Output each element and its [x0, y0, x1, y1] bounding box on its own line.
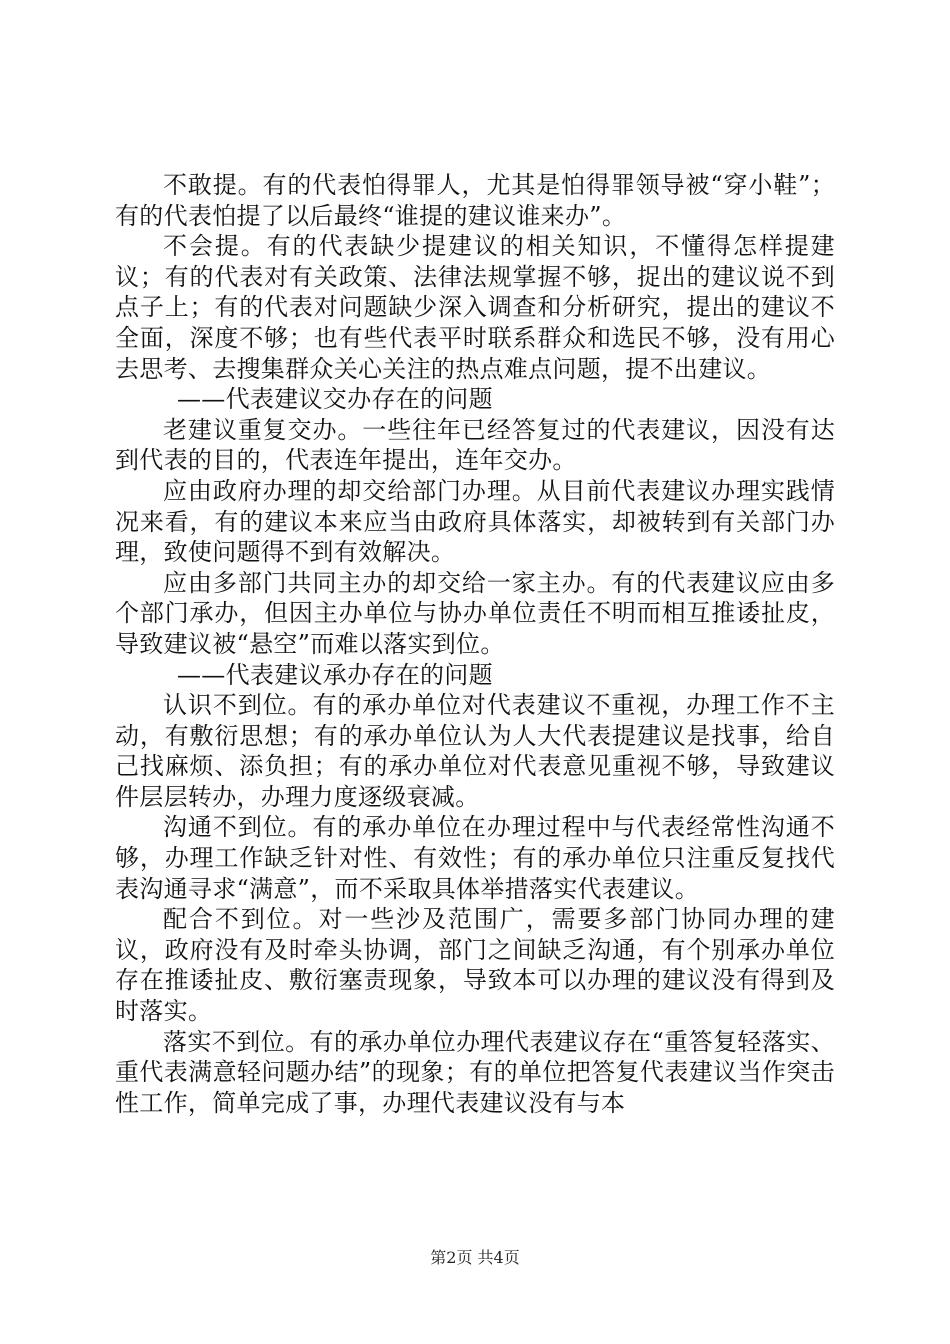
paragraph-luoshi: 落实不到位。有的承办单位办理代表建议存在“重答复轻落实、重代表满意轻问题办结”的现象；有的单位把答复代表建议当作突击性工作，简单完成了事，办理代表建议没有与本 [115, 1027, 835, 1117]
paragraph-renshi: 认识不到位。有的承办单位对代表建议不重视，办理工作不主动，有敷衍思想；有的承办单位认为人大代表提建议是找事，给自己找麻烦、添负担；有的承办单位对代表意见重视不够，导致建议件层层转办，办理力度逐级衰减。 [115, 691, 835, 811]
paragraph-bugan: 不敢提。有的代表怕得罪人，尤其是怕得罪领导被“穿小鞋”；有的代表怕提了以后最终“谁提的建议谁来办”。 [115, 171, 835, 230]
section-heading-jiaoban: ——代表建议交办存在的问题 [177, 385, 493, 414]
paragraph-buhui: 不会提。有的代表缺少提建议的相关知识，不懂得怎样提建议；有的代表对有关政策、法律法规掌握不够，捉出的建议说不到点子上；有的代表对问题缺少深入调查和分析研究，提出的建议不全面，深度不够；也有些代表平时联系群众和选民不够，没有用心去思考、去搜集群众关心关注的热点难点问题，提不出建议。 [115, 232, 835, 383]
paragraph-duobumen: 应由多部门共同主办的却交给一家主办。有的代表建议应由多个部门承办，但因主办单位与协办单位责任不明而相互推诿扯皮，导致建议被“悬空”而难以落实到位。 [115, 568, 835, 658]
section-heading-chengban: ——代表建议承办存在的问题 [177, 660, 493, 689]
paragraph-peihe: 配合不到位。对一些沙及范围广，需要多部门协同办理的建议，政府没有及时牵头协调，部门之间缺乏沟通，有个别承办单位存在推诿扯皮、敷衍塞责现象，导致本可以办理的建议没有得到及时落实。 [115, 905, 835, 1026]
paragraph-goutong: 沟通不到位。有的承办单位在办理过程中与代表经常性沟通不够，办理工作缺乏针对性、有效性；有的承办单位只注重反复找代表沟通寻求“满意”，而不采取具体举措落实代表建议。 [115, 813, 835, 903]
paragraph-chongfu-jiaoban: 老建议重复交办。一些往年已经答复过的代表建议，因没有达到代表的目的，代表连年提出，连年交办。 [115, 415, 835, 475]
page-number-footer: 第2页 共4页 [430, 1248, 520, 1267]
document-body [115, 170, 835, 1118]
paragraph-zhengfu-banli: 应由政府办理的却交给部门办理。从目前代表建议办理实践情况来看，有的建议本来应当由政府具体落实，却被转到有关部门办理，致使问题得不到有效解决。 [115, 476, 835, 567]
